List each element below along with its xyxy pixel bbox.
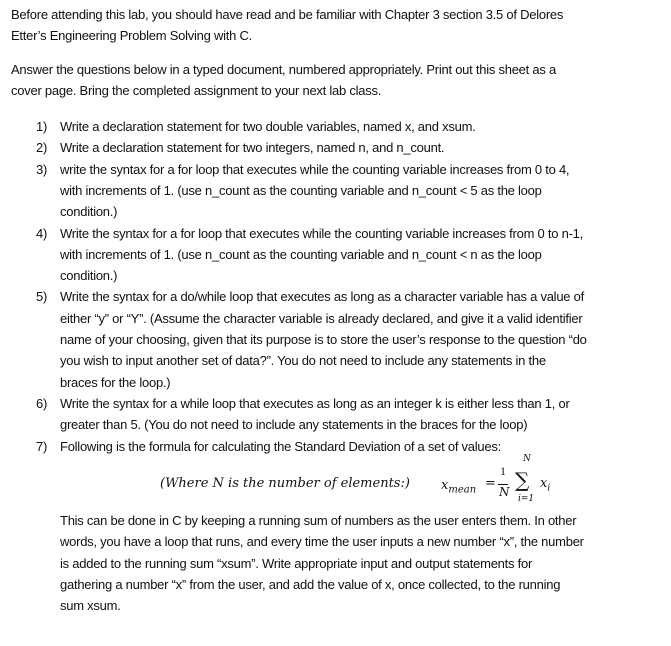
- formula-note: (Where N is the number of elements:): [160, 476, 410, 491]
- formula-equals: =: [485, 476, 496, 491]
- intro-line: Etter’s Engineering Problem Solving with C.: [11, 28, 252, 44]
- question-line: Write the syntax for a for loop that executes while the counting variable increases from 0 to n-1,: [60, 225, 583, 241]
- question-7-continued-line: is added to the running sum “xsum”. Write appropriate input and output statements for: [60, 555, 533, 571]
- question-line: Following is the formula for calculating the Standard Deviation of a set of values:: [60, 438, 501, 454]
- question-line: condition.): [60, 204, 118, 220]
- question-number: 6): [36, 395, 48, 411]
- question-line: greater than 5. (You do not need to include any statements in the braces for the loop): [60, 417, 528, 433]
- question-line: braces for the loop.): [60, 374, 171, 390]
- instructions-line: cover page. Bring the completed assignment to your next lab class.: [11, 83, 382, 99]
- formula-denominator: N: [499, 485, 510, 499]
- question-line: with increments of 1. (use n_count as the counting variable and n_count < n as the loop: [60, 246, 542, 262]
- question-line: write the syntax for a for loop that executes while the counting variable increases from 0 to 4,: [60, 161, 570, 177]
- sum-upper: N: [523, 454, 531, 464]
- question-number: 2): [36, 140, 48, 156]
- intro-line: Before attending this lab, you should have read and be familiar with Chapter 3 section 3.5 of Delores: [11, 7, 564, 22]
- question-line: with increments of 1. (use n_count as the counting variable and n_count < 5 as the loop: [60, 182, 542, 198]
- question-number: 1): [36, 119, 48, 134]
- instructions-line: Answer the questions below in a typed document, numbered appropriately. Print out this sheet as a: [11, 62, 556, 77]
- sum-symbol: ∑: [515, 468, 530, 492]
- question-line: name of your choosing, given that its purpose is to store the user’s response to the question “do: [60, 332, 587, 347]
- question-number: 4): [36, 225, 48, 241]
- sum-lower: i=1: [518, 494, 535, 504]
- question-line: Write the syntax for a while loop that executes as long as an integer k is either less than 1, or: [60, 395, 570, 411]
- question-number: 5): [36, 289, 48, 305]
- formula-term: $x_i$: [540, 476, 551, 494]
- formula-numerator: 1: [500, 464, 506, 478]
- question-line: Write the syntax for a do/while loop that executes as long as a character variable has a value of: [60, 289, 584, 305]
- question-7-continued-line: gathering a number “x” from the user, and add the value of x, once collected, to the running: [60, 576, 561, 592]
- question-7-continued-line: sum xsum.: [60, 598, 121, 614]
- question-7-continued-line: This can be done in C by keeping a running sum of numbers as the user enters them. In other: [60, 513, 577, 528]
- question-line: you wish to input another set of data?”. You do not need to include any statements in the: [60, 353, 546, 369]
- question-line: either “y” or “Y”. (Assume the character variable is already declared, and give it a valid identifier: [60, 310, 583, 326]
- question-number: 7): [36, 438, 48, 454]
- question-line: Write a declaration statement for two double variables, named x, and xsum.: [60, 119, 476, 134]
- formula-lhs: $x_{mean}$: [441, 478, 477, 496]
- question-number: 3): [36, 161, 48, 177]
- question-line: Write a declaration statement for two integers, named n, and n_count.: [60, 140, 445, 156]
- question-7-continued-line: words, you have a loop that runs, and every time the user inputs a new number “x”, the number: [60, 534, 584, 550]
- question-line: condition.): [60, 268, 118, 284]
